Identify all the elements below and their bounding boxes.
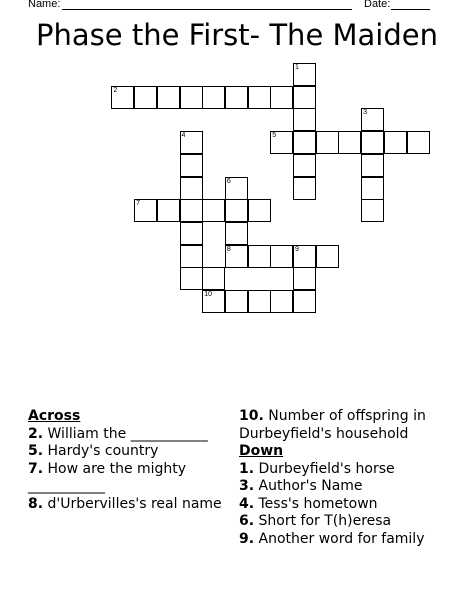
grid-cell[interactable] bbox=[225, 290, 248, 313]
grid-cell[interactable] bbox=[293, 290, 316, 313]
across-clue bbox=[28, 426, 228, 444]
across-heading: Across bbox=[28, 408, 81, 424]
grid-cell[interactable] bbox=[202, 290, 225, 313]
grid-cell[interactable] bbox=[180, 154, 203, 177]
grid-cell[interactable] bbox=[293, 86, 316, 109]
clue-text: Short for T(h)eresa bbox=[254, 513, 392, 529]
clue-num: 2. bbox=[28, 425, 44, 442]
clue-text: Tess's hometown bbox=[254, 495, 378, 512]
grid-cell[interactable] bbox=[270, 86, 293, 109]
grid-cell[interactable] bbox=[180, 267, 203, 290]
grid-cell[interactable] bbox=[361, 108, 384, 131]
down-clue bbox=[239, 478, 449, 496]
grid-cell[interactable] bbox=[225, 86, 248, 109]
clue-num: 4. bbox=[239, 495, 255, 512]
grid-cell[interactable] bbox=[361, 177, 384, 200]
clue-number: 10 bbox=[204, 291, 212, 298]
grid-cell[interactable] bbox=[180, 199, 203, 222]
grid-cell[interactable] bbox=[270, 245, 293, 268]
clue-text: William the ___________ bbox=[43, 425, 208, 442]
page-title: Phase the First- The Maiden bbox=[36, 18, 438, 52]
grid-cell[interactable] bbox=[202, 199, 225, 222]
clue-num: 8. bbox=[28, 495, 44, 512]
grid-cell[interactable] bbox=[157, 199, 180, 222]
grid-cell[interactable] bbox=[248, 86, 271, 109]
clue-text: d'Urbervilles's real name bbox=[43, 495, 222, 512]
grid-cell[interactable] bbox=[225, 222, 248, 245]
grid-cell[interactable] bbox=[180, 222, 203, 245]
grid-cell[interactable] bbox=[134, 199, 157, 222]
grid-cell[interactable] bbox=[361, 154, 384, 177]
across-clue bbox=[28, 443, 228, 461]
clue-text: Hardy's country bbox=[43, 443, 159, 459]
grid-cell[interactable] bbox=[134, 86, 157, 109]
clue-number: 9 bbox=[295, 245, 299, 253]
clue-number: 8 bbox=[226, 245, 231, 253]
clue-text: Number of offspring in Durbeyfield's household bbox=[239, 408, 426, 442]
grid-cell[interactable] bbox=[316, 131, 339, 154]
clue-number: 5 bbox=[272, 132, 277, 140]
clue-num: 10. bbox=[239, 408, 264, 424]
grid-cell[interactable] bbox=[293, 108, 316, 131]
grid-cell[interactable] bbox=[180, 177, 203, 200]
across-clues bbox=[28, 408, 228, 513]
grid-cell[interactable] bbox=[248, 290, 271, 313]
grid-cell[interactable] bbox=[202, 267, 225, 290]
grid-cell[interactable] bbox=[407, 131, 430, 154]
clue-num: 9. bbox=[239, 530, 255, 547]
clue-number: 3 bbox=[363, 109, 367, 117]
across-clue bbox=[28, 461, 228, 496]
grid-cell[interactable] bbox=[248, 245, 271, 268]
grid-cell[interactable] bbox=[225, 177, 248, 200]
grid-cell[interactable] bbox=[270, 131, 293, 154]
across-list bbox=[28, 426, 228, 514]
grid-cell[interactable] bbox=[293, 154, 316, 177]
grid-cell[interactable] bbox=[293, 131, 316, 154]
across-clue bbox=[28, 496, 228, 514]
grid-cell[interactable] bbox=[361, 199, 384, 222]
down-heading: Down bbox=[239, 443, 284, 459]
clue-number: 6 bbox=[226, 177, 231, 185]
grid-cell[interactable] bbox=[111, 86, 134, 109]
grid-cell[interactable] bbox=[316, 245, 339, 268]
grid-cell[interactable] bbox=[248, 199, 271, 222]
across-clue bbox=[239, 408, 449, 443]
grid-cell[interactable] bbox=[293, 245, 316, 268]
down-clue bbox=[239, 496, 449, 514]
down-clue bbox=[239, 531, 449, 549]
name-label: Name: bbox=[28, 0, 61, 10]
clue-num: 3. bbox=[239, 478, 255, 494]
clue-num: 7. bbox=[28, 460, 44, 477]
down-clue bbox=[239, 513, 449, 531]
down-list bbox=[239, 461, 449, 549]
grid-cell[interactable] bbox=[270, 290, 293, 313]
clue-text: Another word for family bbox=[254, 530, 425, 547]
clue-number: 2 bbox=[113, 86, 118, 94]
down-clue bbox=[239, 461, 449, 479]
date-label: Date: bbox=[364, 0, 391, 10]
grid-cell[interactable] bbox=[180, 245, 203, 268]
clue-text: How are the mighty ___________ bbox=[28, 460, 187, 494]
clue-number: 1 bbox=[295, 64, 299, 71]
grid-cell[interactable] bbox=[293, 267, 316, 290]
grid-cell[interactable] bbox=[361, 131, 384, 154]
grid-cell[interactable] bbox=[293, 177, 316, 200]
grid-cell[interactable] bbox=[225, 245, 248, 268]
clue-text: Durbeyfield's horse bbox=[254, 460, 395, 477]
grid-cell[interactable] bbox=[202, 86, 225, 109]
clue-num: 6. bbox=[239, 513, 255, 529]
grid-cell[interactable] bbox=[293, 63, 316, 86]
clue-num: 5. bbox=[28, 443, 44, 459]
right-clues bbox=[239, 408, 449, 548]
clue-number: 7 bbox=[136, 200, 140, 208]
grid-cell[interactable] bbox=[180, 86, 203, 109]
grid-cell[interactable] bbox=[225, 199, 248, 222]
clue-num: 1. bbox=[239, 460, 255, 477]
grid-cell[interactable] bbox=[180, 131, 203, 154]
clue-number: 4 bbox=[181, 132, 186, 140]
clue-text: Author's Name bbox=[254, 478, 363, 494]
across-cont-list bbox=[239, 408, 449, 443]
grid-cell[interactable] bbox=[384, 131, 407, 154]
grid-cell[interactable] bbox=[157, 86, 180, 109]
grid-cell[interactable] bbox=[338, 131, 361, 154]
